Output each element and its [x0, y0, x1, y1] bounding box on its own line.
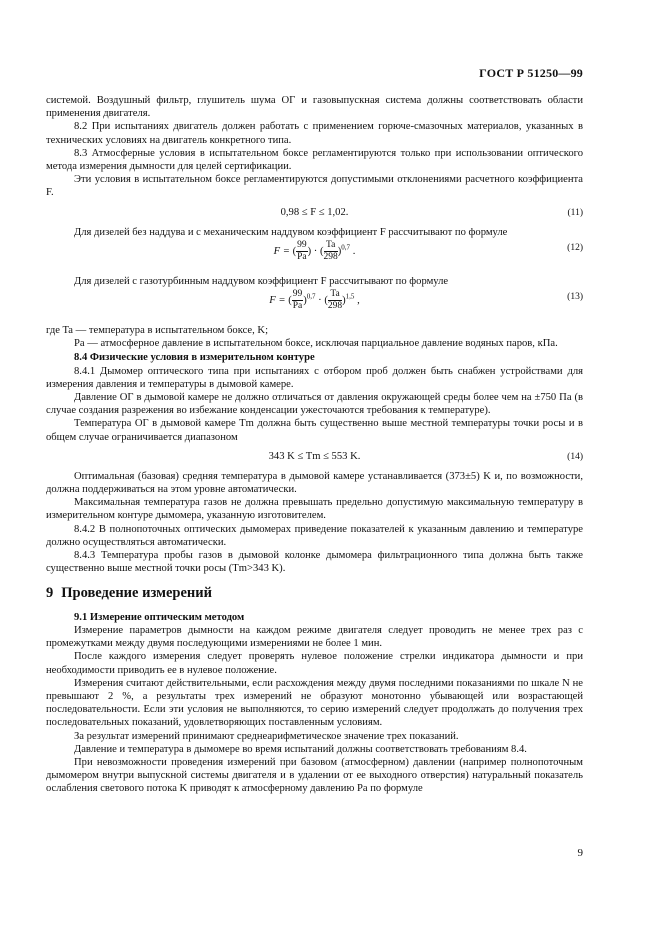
- formula-number: (14): [567, 451, 583, 462]
- paragraph: 8.4.1 Дымомер оптического типа при испытаниях с отбором проб должен быть снабжен устройствами для измерения давления и температуры в дымовой камере.: [46, 365, 583, 390]
- subsection-heading: 9.1 Измерение оптическим методом: [74, 611, 245, 623]
- formula-number: (13): [567, 292, 583, 303]
- formula-number: (12): [567, 242, 583, 253]
- formula-expression: 0,98 ≤ F ≤ 1,02.: [280, 206, 349, 218]
- section-number: 9: [46, 585, 54, 602]
- paragraph: 8.4.3 Температура пробы газов в дымовой колонке дымомера фильтрационного типа должна быть также существенно выше местной точки росы (Tm>343 K).: [46, 550, 583, 575]
- section-title: Проведение измерений: [61, 585, 212, 602]
- paragraph: Измерения считают действительными, если расхождения между двумя последними показаниями по шкале N не превышают 2 %, а результаты трех измерений не образуют монотонно убывающей или возрастающей последовательности. Если эти условия не выполняются, то серию измерений следует продолжать до получения трех последовательных показаний, удовлетворяющих поставленным условиям.: [46, 677, 583, 729]
- legend-item: где Ta — температура в испытательном боксе, K;: [46, 325, 269, 337]
- formula-12: F = ( $\frac{99}{Pa}$ ) · ( $\frac{Ta}{298}$ )$^{0,7}$ . (12): [273, 239, 583, 262]
- paragraph: Для дизелей с газотурбинным наддувом коэффициент F рассчитывают по формуле: [74, 275, 449, 287]
- paragraph: После каждого измерения следует проверять нулевое положение стрелки индикатора дымности и при необходимости приводить ее в нулевое положение.: [46, 651, 583, 676]
- paragraph: Давление ОГ в дымовой камере не должно отличаться от давления окружающей среды более чем на ±750 Па (в случае создания разрежения во избежание конденсации ужесточаются требования к температуре).: [46, 392, 583, 417]
- formula-expression: 343 K ≤ Tm ≤ 553 K.: [268, 450, 361, 462]
- formula-lhs: F =: [273, 245, 290, 257]
- paragraph: 8.4.2 В полнопоточных оптических дымомерах приведение показателей к указанным давлению и температуре должно осуществляться автоматически.: [46, 523, 583, 548]
- standard-header: ГОСТ Р 51250—99: [479, 66, 583, 80]
- paragraph: системой. Воздушный фильтр, глушитель шума ОГ и газовыпускная система должны соответствовать области применения двигателя.: [46, 95, 583, 120]
- paragraph: Давление и температура в дымомере во время испытаний должны соответствовать требованиям 8.4.: [74, 743, 527, 755]
- paragraph: 8.2 При испытаниях двигатель должен работать с применением горюче-смазочных материалов, указанных в технических условиях на двигатель конкретного типа.: [46, 121, 583, 146]
- body-text: [46, 94, 583, 796]
- formula-number: (11): [567, 207, 583, 218]
- page-number: 9: [577, 847, 583, 859]
- section-heading: [46, 587, 583, 600]
- paragraph: Максимальная температура газов не должна превышать предельно допустимую максимальную температуру в измерительном контуре дымомера, указанную изготовителем.: [46, 497, 583, 522]
- paragraph: Для дизелей без наддува и с механическим наддувом коэффициент F рассчитывают по формуле: [74, 226, 508, 238]
- paragraph: Оптимальная (базовая) средняя температура в дымовой камере устанавливается (373±5) K и, по возможности, должна поддерживаться на этом уровне автоматически.: [46, 470, 583, 496]
- formula-11: [46, 201, 583, 225]
- symbol-legend: [46, 324, 583, 350]
- subsection-heading: 8.4 Физические условия в измерительном контуре: [74, 352, 315, 364]
- formula-lhs: F =: [269, 294, 286, 306]
- paragraph: За результат измерений принимают среднеарифметическое значение трех показаний.: [74, 730, 459, 742]
- formula-14: [46, 445, 583, 469]
- legend-item: Pa — атмосферное давление в испытательном боксе, исключая парциальное давление водяных паров, кПа.: [74, 338, 558, 350]
- paragraph: Эти условия в испытательном боксе регламентируются допустимыми отклонениями расчетного коэффициента F.: [46, 174, 583, 199]
- paragraph: Температура ОГ в дымовой камере Tm должна быть существенно выше местной температуры точки росы и в общем случае ограничивается диапазоном: [46, 418, 583, 443]
- paragraph: Измерение параметров дымности на каждом режиме двигателя следует проводить не менее трех раз с промежутками между двумя последующими измерениями не более 1 мин.: [46, 624, 583, 650]
- formula-13: F = ( $\frac{99}{Pa}$ )$^{0,7}$ · ( $\frac{Ta}{298}$ )$^{1,5}$ , (13): [269, 289, 583, 312]
- paragraph: При невозможности проведения измерений при базовом (атмосферном) давлении (например полнопоточным дымомером внутри выпускной системы двигателя и в удалении от ее выходного отверстия) натуральный показатель ослабления светового потока K приводят к атмосферному давлению Pa по формуле: [46, 756, 583, 795]
- paragraph: 8.3 Атмосферные условия в испытательном боксе регламентируются только при использовании оптического метода измерения дымности для целей сертификации.: [46, 147, 583, 173]
